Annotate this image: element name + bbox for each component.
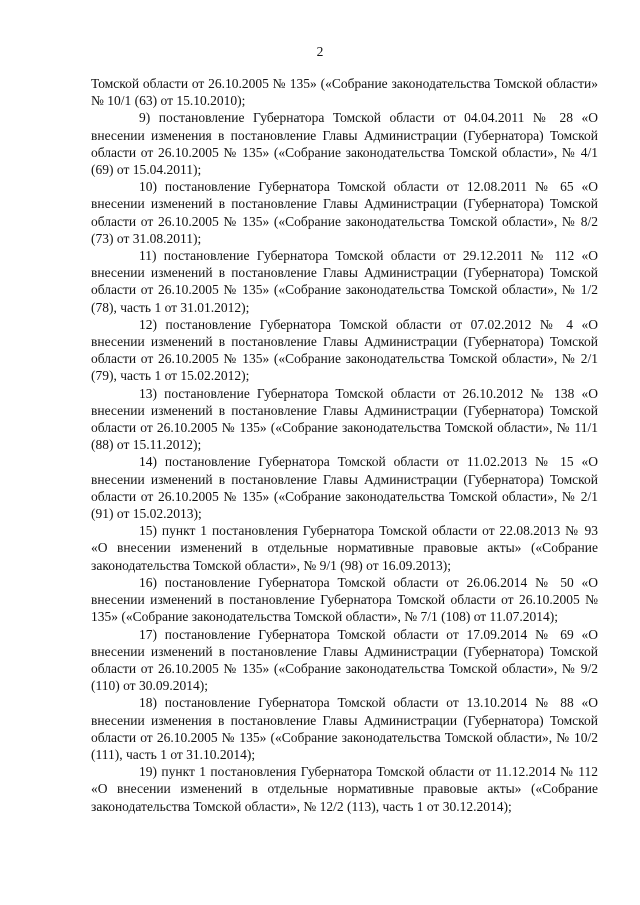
list-item-19: 19) пункт 1 постановления Губернатора Томской области от 11.12.2014 № 112 «О внесении изменений в отдельные нормативные правовые акты» («Собрание законодательства Томской области», № 12/2 (113), часть 1 от 30.12.2014); <box>91 764 598 814</box>
list-item-17: 17) постановление Губернатора Томской области от 17.09.2014 № 69 «О внесении изменений в постановление Главы Администрации (Губернатора) Томской области от 26.10.2005 № 135» («Собрание законодательства Томской области», № 9/2 (110) от 30.09.2014); <box>91 626 598 694</box>
list-item-18: 18) постановление Губернатора Томской области от 13.10.2014 № 88 «О внесении изменения в постановление Главы Администрации (Губернатора) Томской области от 26.10.2005 № 135» («Собрание законодательства Томской области», № 10/2 (111), часть 1 от 31.10.2014); <box>91 695 598 762</box>
page-number: 2 <box>316 44 324 59</box>
list-item-12: 12) постановление Губернатора Томской области от 07.02.2012 № 4 «О внесении изменений в постановление Главы Администрации (Губернатора) Томской области от 26.10.2005 № 135» («Собрание законодательства Томской области», № 2/1 (79), часть 1 от 15.02.2012); <box>91 316 598 384</box>
list-item-14: 14) постановление Губернатора Томской области от 11.02.2013 № 15 «О внесении изменений в постановление Главы Администрации (Губернатора) Томской области от 26.10.2005 № 135» («Собрание законодательства Томской области», № 2/1 (91) от 15.02.2013); <box>91 454 598 522</box>
list-item-16: 16) постановление Губернатора Томской области от 26.06.2014 № 50 «О внесении изменений в постановление Губернатора Томской области от 26.10.2005 № 135» («Собрание законодательства Томской области», № 7/1 (108) от 11.07.2014); <box>91 574 598 625</box>
paragraph-continuation: Томской области от 26.10.2005 № 135» («Собрание законодательства Томской области» № 10/1 (63) от 15.10.2010); <box>91 76 598 109</box>
list-item-15: 15) пункт 1 постановления Губернатора Томской области от 22.08.2013 № 93 «О внесении изменений в отдельные нормативные правовые акты» («Собрание законодательства Томской области», № 9/1 (98) от 16.09.2013); <box>91 523 598 573</box>
list-item-10: 10) постановление Губернатора Томской области от 12.08.2011 № 65 «О внесении изменений в постановление Главы Администрации (Губернатора) Томской области от 26.10.2005 № 135» («Собрание законодательства Томской области», № 8/2 (73) от 31.08.2011); <box>91 179 598 246</box>
list-item-11: 11) постановление Губернатора Томской области от 29.12.2011 № 112 «О внесении изменений в постановление Главы Администрации (Губернатора) Томской области от 26.10.2005 № 135» («Собрание законодательства Томской области», № 1/2 (78), часть 1 от 31.01.2012); <box>91 248 598 315</box>
list-item-9: 9) постановление Губернатора Томской области от 04.04.2011 № 28 «О внесении изменения в постановление Главы Администрации (Губернатора) Томской области от 26.10.2005 № 135» («Собрание законодательства Томской области», № 4/1 (69) от 15.04.2011); <box>91 110 598 178</box>
document-body <box>91 75 598 815</box>
list-item-13: 13) постановление Губернатора Томской области от 26.10.2012 № 138 «О внесении изменений в постановление Главы Администрации (Губернатора) Томской области от 26.10.2005 № 135» («Собрание законодательства Томской области», № 11/1 (88) от 15.11.2012); <box>91 385 598 453</box>
